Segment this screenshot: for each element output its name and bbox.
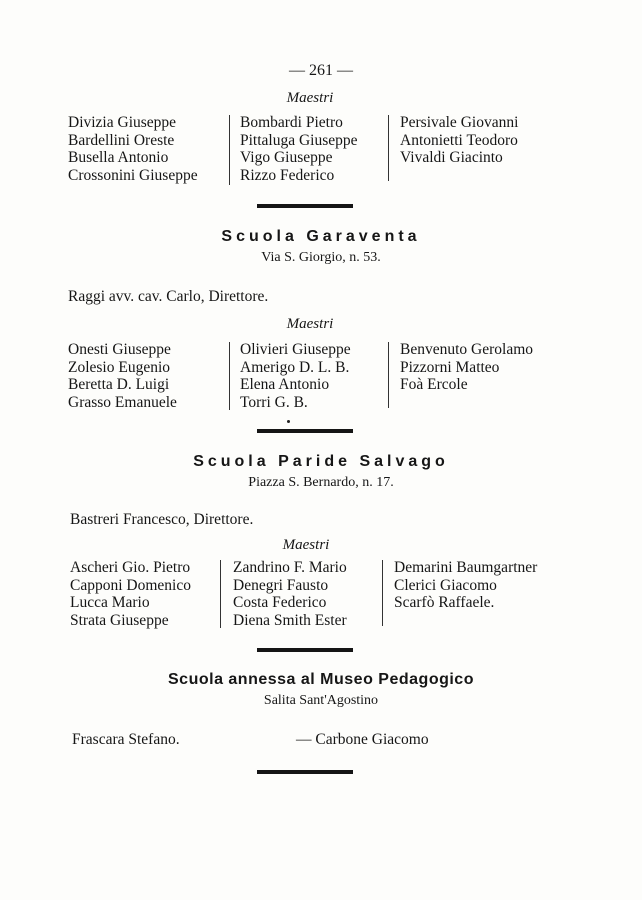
director: Raggi avv. cav. Carlo, Direttore. bbox=[68, 288, 269, 305]
teacher-name: Benvenuto Gerolamo bbox=[400, 341, 534, 358]
school-address: Salita Sant'Agostino bbox=[263, 693, 379, 708]
teacher-name: Vivaldi Giacinto bbox=[400, 149, 503, 166]
teacher-name: Onesti Giuseppe bbox=[68, 341, 171, 358]
column-divider bbox=[229, 342, 230, 410]
column-divider bbox=[229, 115, 230, 185]
teacher-name: Foà Ercole bbox=[400, 376, 468, 393]
school-title: Scuola annessa al Museo Pedagogico bbox=[168, 671, 474, 688]
staff-entry: — Carbone Giacomo bbox=[296, 731, 429, 748]
teacher-name: Grasso Emanuele bbox=[68, 393, 177, 411]
section-divider bbox=[257, 648, 353, 652]
teacher-name: Bardellini Oreste bbox=[68, 131, 175, 149]
page-number: — 261 — bbox=[289, 62, 353, 79]
teacher-name: Capponi Domenico bbox=[70, 576, 191, 594]
teacher-name: Amerigo D. L. B. bbox=[240, 358, 350, 376]
teacher-name: Pizzorni Matteo bbox=[400, 358, 500, 376]
teacher-name: Beretta D. Luigi bbox=[68, 376, 170, 393]
column-divider bbox=[388, 342, 389, 408]
teacher-column-1 bbox=[68, 341, 177, 411]
teacher-name: Olivieri Giuseppe bbox=[240, 341, 351, 358]
section-divider bbox=[257, 204, 353, 208]
teacher-name: Persivale Giovanni bbox=[400, 114, 519, 131]
column-divider bbox=[388, 115, 389, 181]
teacher-name: Divizia Giuseppe bbox=[68, 114, 177, 131]
teacher-column-2 bbox=[240, 114, 358, 184]
teacher-name: Rizzo Federico bbox=[240, 166, 335, 184]
teacher-name: Demarini Baumgartner bbox=[394, 559, 538, 576]
teacher-column-2 bbox=[233, 559, 347, 629]
director: Bastreri Francesco, Direttore. bbox=[70, 511, 254, 528]
section-divider bbox=[257, 429, 353, 433]
school-title: Scuola Paride Salvago bbox=[193, 453, 449, 470]
teacher-name: Lucca Mario bbox=[70, 594, 150, 611]
teacher-name: Vigo Giuseppe bbox=[240, 149, 333, 166]
teacher-name: Bombardi Pietro bbox=[240, 114, 343, 131]
teacher-name: Antonietti Teodoro bbox=[400, 131, 518, 149]
teacher-name: Clerici Giacomo bbox=[394, 576, 497, 594]
teacher-name: Strata Giuseppe bbox=[70, 611, 169, 629]
teacher-name: Costa Federico bbox=[233, 594, 327, 611]
teacher-column-2 bbox=[240, 341, 351, 411]
school-address: Via S. Giorgio, n. 53. bbox=[261, 250, 381, 265]
teacher-name: Pittaluga Giuseppe bbox=[240, 131, 358, 149]
teacher-column-1 bbox=[70, 559, 191, 629]
maestri-label: Maestri bbox=[282, 537, 330, 553]
maestri-label: Maestri bbox=[286, 316, 334, 332]
teacher-name: Zolesio Eugenio bbox=[68, 358, 171, 376]
school-title: Scuola Garaventa bbox=[221, 228, 421, 245]
teacher-column-3 bbox=[400, 114, 518, 167]
column-divider bbox=[382, 560, 383, 626]
teacher-name: Elena Antonio bbox=[240, 376, 330, 393]
teacher-name: Crossonini Giuseppe bbox=[68, 166, 198, 184]
staff-entry: Frascara Stefano. bbox=[72, 731, 180, 748]
school-address: Piazza S. Bernardo, n. 17. bbox=[248, 475, 394, 490]
teacher-column-3 bbox=[400, 341, 533, 394]
teacher-name: Busella Antonio bbox=[68, 149, 169, 166]
teacher-column-1 bbox=[68, 114, 198, 184]
teacher-column-3 bbox=[394, 559, 537, 612]
decorative-dot bbox=[287, 420, 290, 423]
teacher-name: Zandrino F. Mario bbox=[233, 559, 347, 576]
teacher-name: Ascheri Gio. Pietro bbox=[70, 559, 191, 576]
teacher-name: Scarfò Raffaele. bbox=[394, 594, 495, 611]
teacher-name: Diena Smith Ester bbox=[233, 611, 347, 629]
column-divider bbox=[220, 560, 221, 628]
maestri-label: Maestri bbox=[286, 90, 334, 106]
section-divider bbox=[257, 770, 353, 774]
teacher-name: Torri G. B. bbox=[240, 393, 308, 411]
teacher-name: Denegri Fausto bbox=[233, 576, 329, 594]
